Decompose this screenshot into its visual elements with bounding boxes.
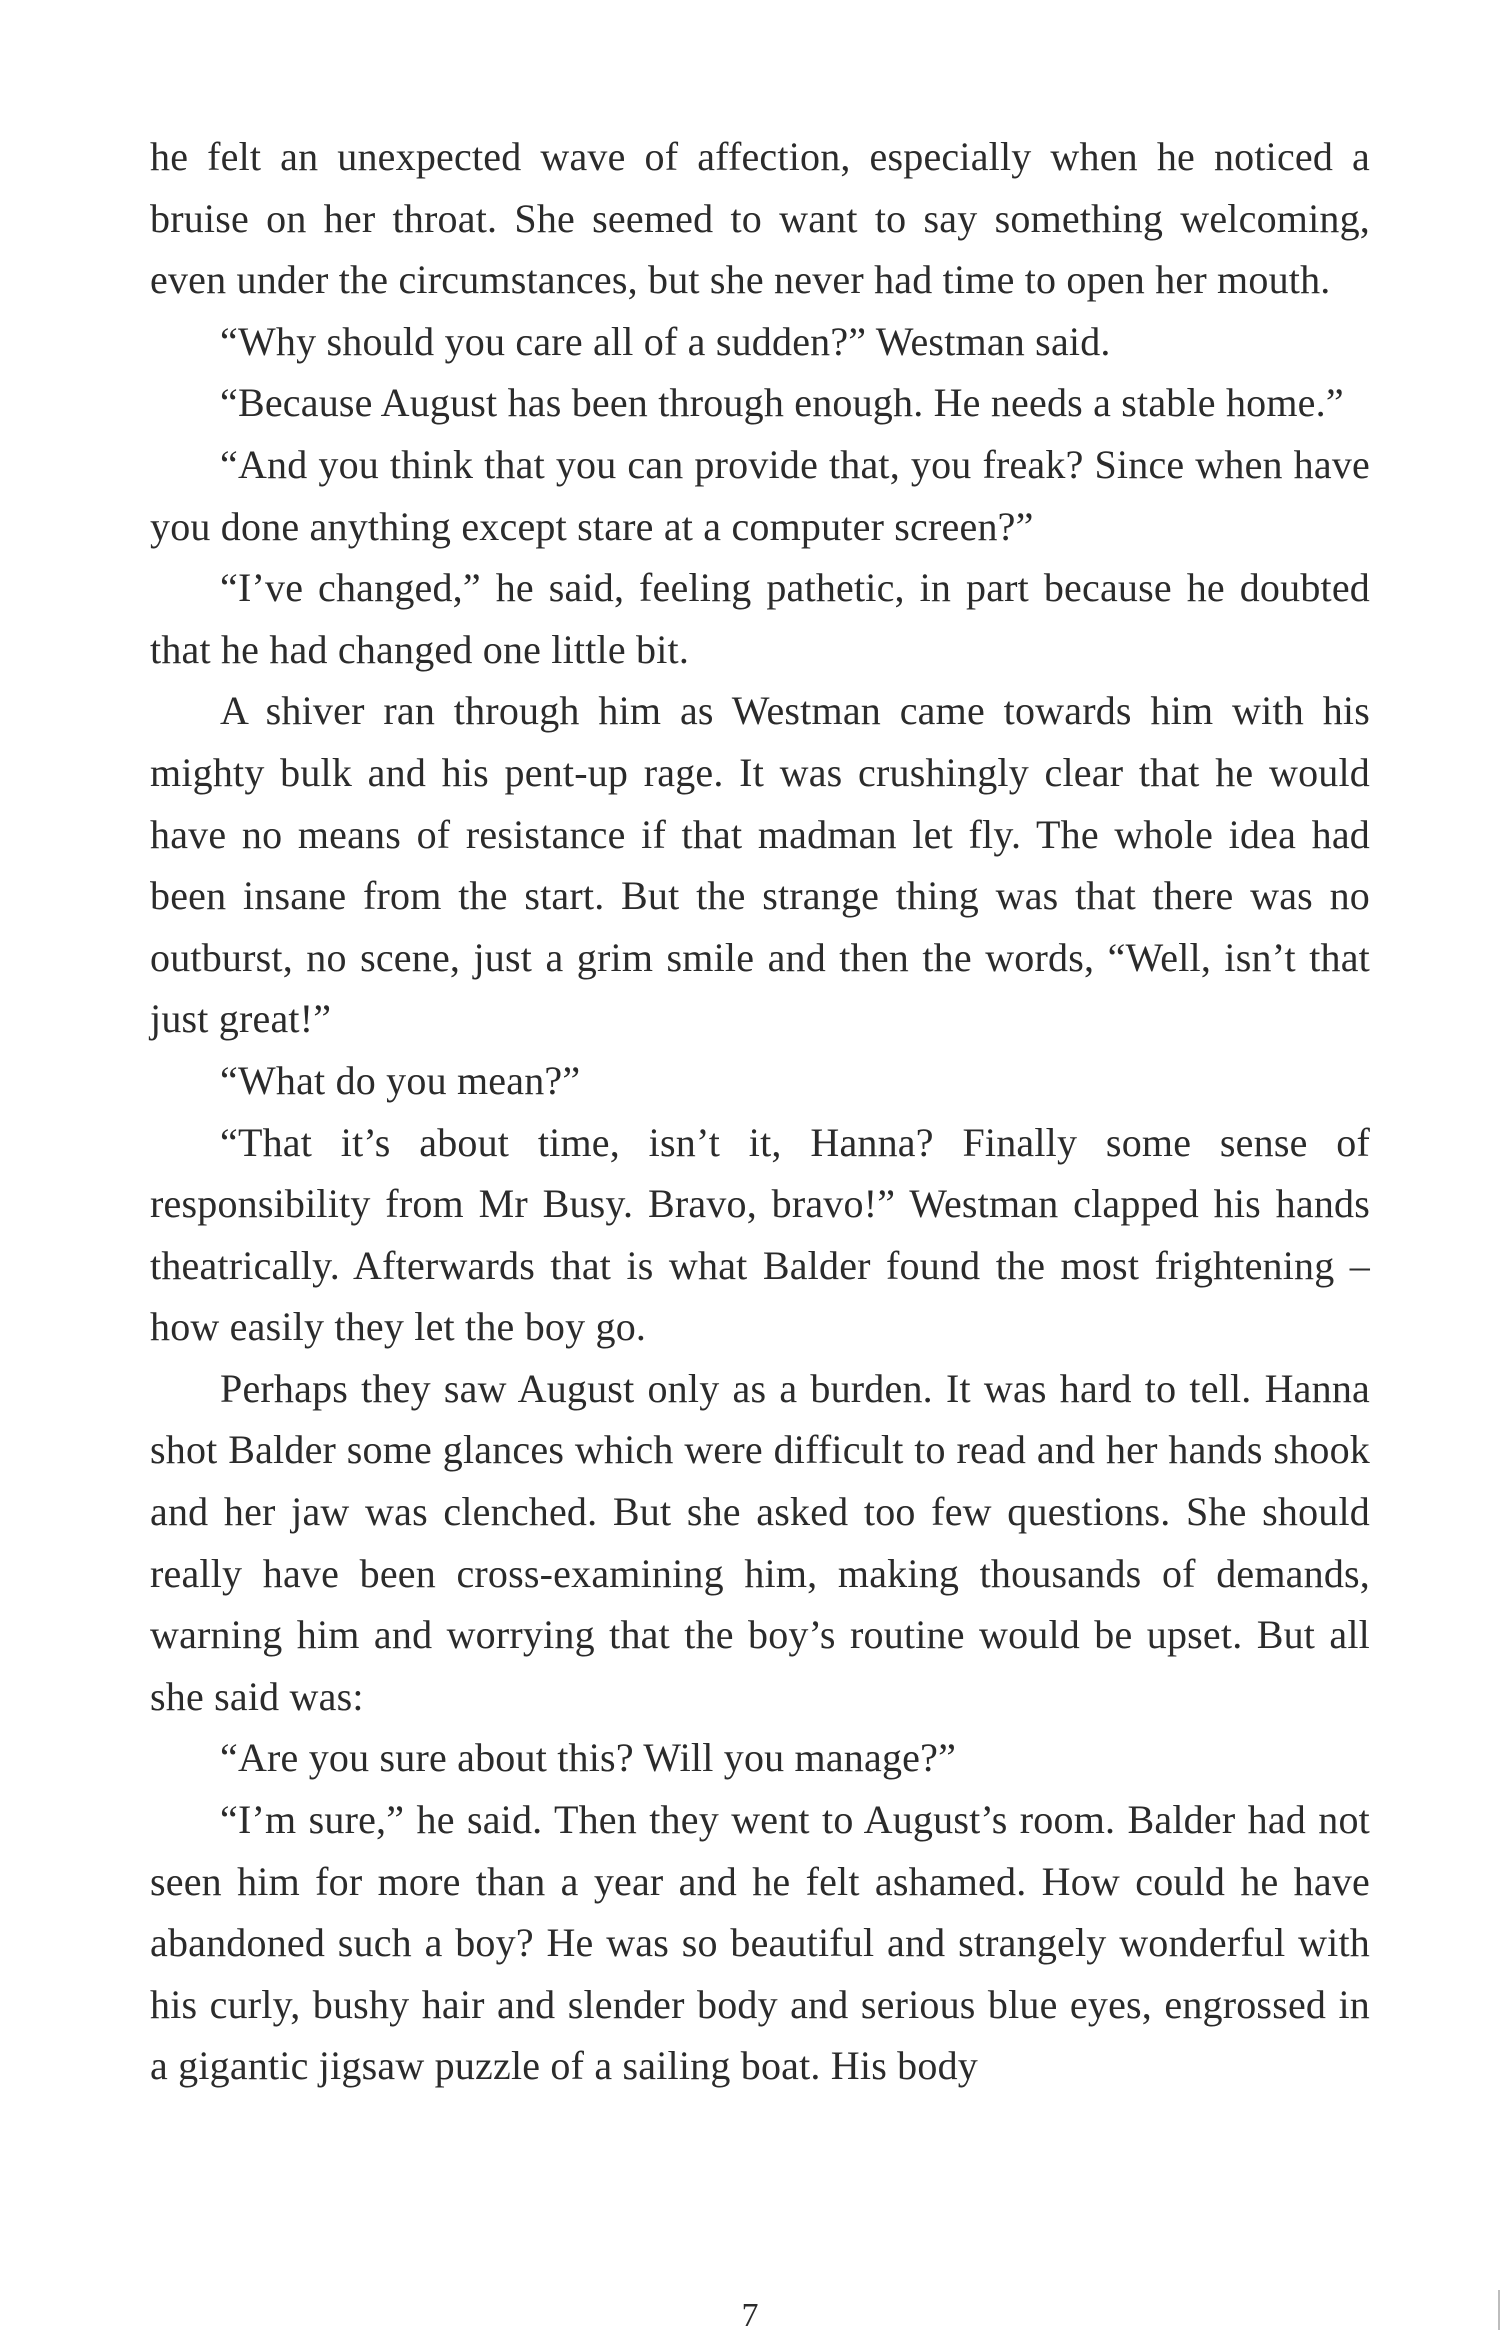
paragraph: “And you think that you can provide that, you freak? Since when have you done anything except stare at a computer screen?”: [150, 441, 1370, 549]
paragraph: “I’ve changed,” he said, feeling pathetic, in part because he doubted that he had changed one little bit.: [150, 565, 1370, 672]
page-body: [150, 126, 1370, 2097]
paragraph: A shiver ran through him as Westman came towards him with his mighty bulk and his pent-up rage. It was crushingly clear that he would have no means of resistance if that madman let fly. The whole idea had been insane from the start. But the strange thing was that there was no outburst, no scene, just a grim smile and then the words, “Well, isn’t that just great!”: [150, 688, 1370, 1042]
page-number: 7: [741, 2297, 759, 2334]
paragraph: “Why should you care all of a sudden?” Westman said.: [220, 318, 1111, 364]
paragraph: Perhaps they saw August only as a burden. It was hard to tell. Hanna shot Balder some glances which were difficult to read and her hands shook and her jaw was clenched. But she asked too few questions. She should really have been cross-examining him, making thousands of demands, warning him and worrying that the boy’s routine would be upset. But all she said was:: [150, 1365, 1370, 1719]
paragraph: “That it’s about time, isn’t it, Hanna? Finally some sense of responsibility from Mr Busy. Bravo, bravo!” Westman clapped his hands theatrically. Afterwards that is what Balder found the most frightening – how easily they let the boy go.: [150, 1119, 1370, 1350]
paragraph: “Are you sure about this? Will you manage?”: [220, 1735, 957, 1781]
paragraph: “Because August has been through enough. He needs a stable home.”: [220, 380, 1344, 426]
paragraph: “I’m sure,” he said. Then they went to August’s room. Balder had not seen him for more than a year and he felt ashamed. How could he have abandoned such a boy? He was so beautiful and strangely wonderful with his curly, bushy hair and slender body and serious blue eyes, engrossed in a gigantic jigsaw puzzle of a sailing boat. His body: [150, 1797, 1370, 2089]
paragraph: he felt an unexpected wave of affection, especially when he noticed a bruise on her throat. She seemed to want to say something welcoming, even under the circumstances, but she never had time to open her mouth.: [150, 134, 1370, 303]
paragraph: “What do you mean?”: [220, 1057, 581, 1103]
